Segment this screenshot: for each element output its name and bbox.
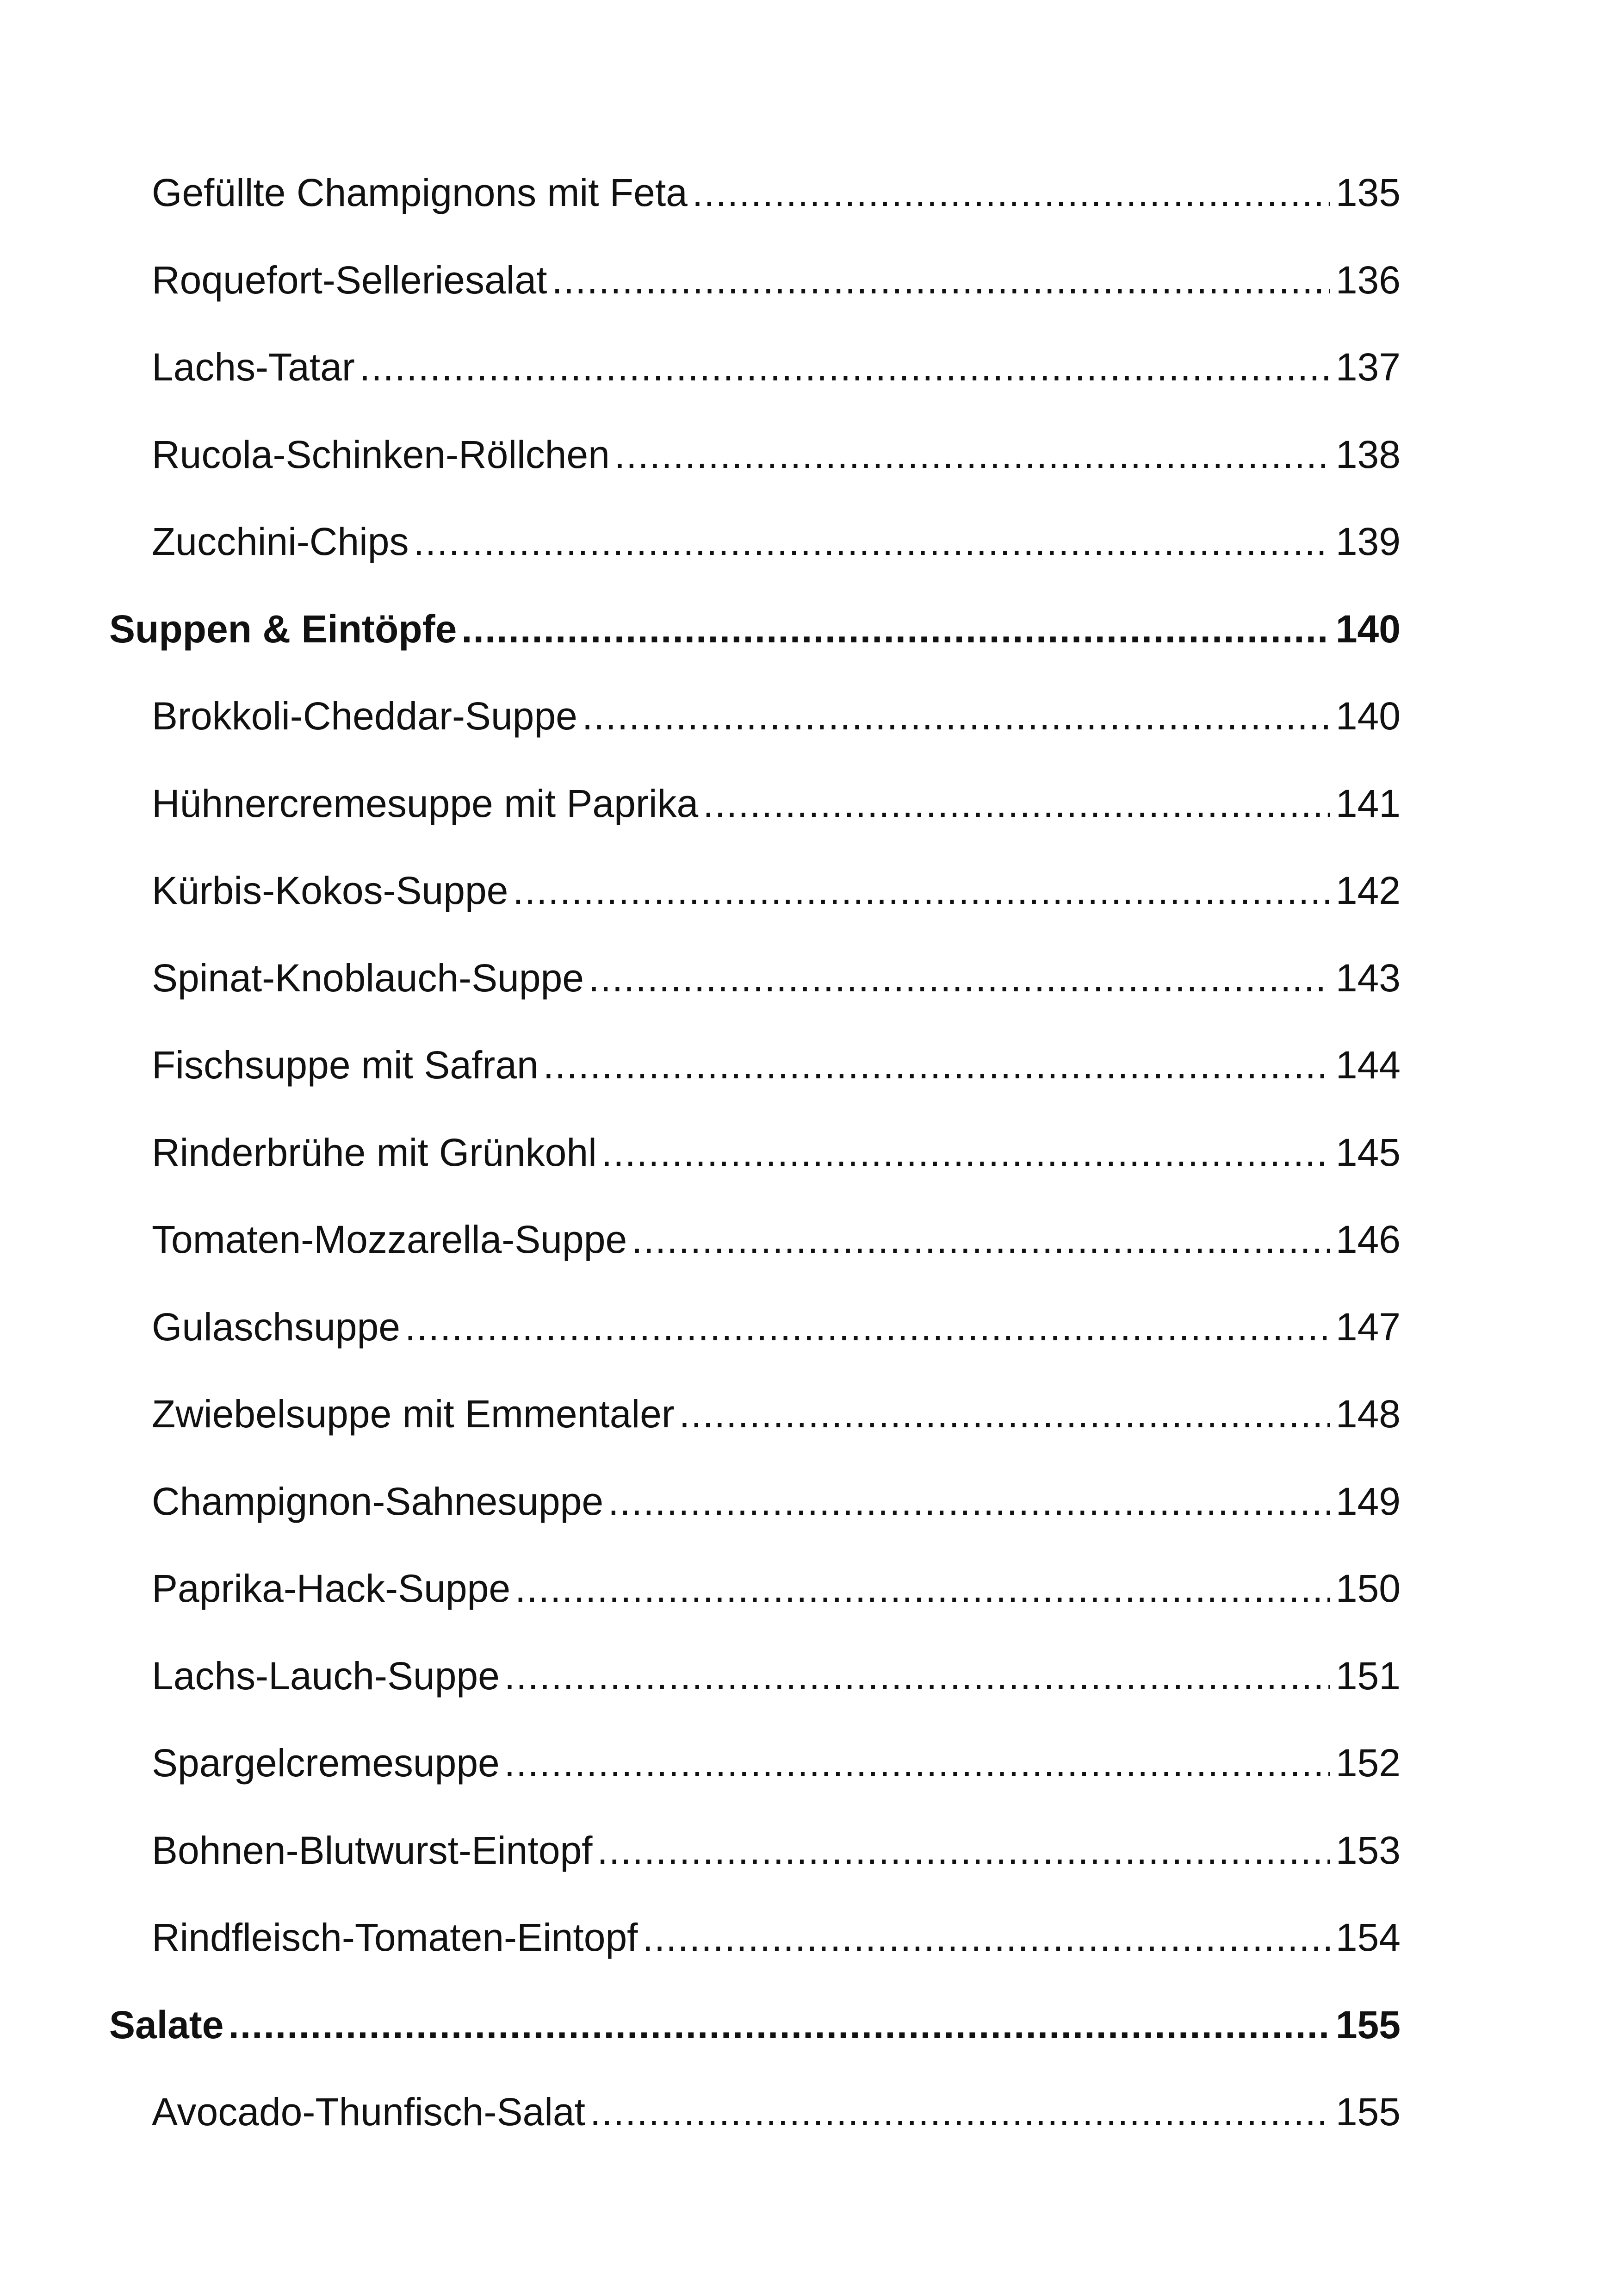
toc-page-number: 137 <box>1330 348 1401 386</box>
toc-page-number: 141 <box>1330 784 1401 823</box>
toc-entry-title: Fischsuppe mit Safran <box>152 1045 543 1084</box>
dot-leader <box>515 1569 1330 1608</box>
dot-leader <box>589 958 1330 997</box>
dot-leader <box>590 2092 1330 2131</box>
toc-page-number: 155 <box>1330 2092 1401 2131</box>
toc-page-number: 154 <box>1330 1918 1401 1957</box>
toc-page-number: 153 <box>1330 1831 1401 1870</box>
toc-entry-title: Gefüllte Champignons mit Feta <box>152 173 692 212</box>
toc-page-number: 136 <box>1330 261 1401 299</box>
toc-page-number: 147 <box>1330 1307 1401 1346</box>
toc-page-number: 139 <box>1330 522 1401 561</box>
toc-entry-title: Lachs-Lauch-Suppe <box>152 1656 504 1695</box>
dot-leader <box>692 173 1330 212</box>
toc-entry-row[interactable] <box>109 1370 1401 1458</box>
toc-entry-row[interactable] <box>109 1458 1401 1545</box>
toc-entry-row[interactable] <box>109 1894 1401 1981</box>
toc-entry-title: Champignon-Sahnesuppe <box>152 1482 608 1521</box>
dot-leader <box>582 697 1330 735</box>
toc-entry-row[interactable] <box>109 1109 1401 1196</box>
toc-page-number: 135 <box>1330 173 1401 212</box>
toc-entry-title: Zwiebelsuppe mit Emmentaler <box>152 1394 679 1433</box>
dot-leader <box>405 1307 1330 1346</box>
dot-leader <box>679 1394 1330 1433</box>
toc-entry-title: Rindfleisch-Tomaten-Eintopf <box>152 1918 643 1957</box>
toc-entry-row[interactable] <box>109 1545 1401 1632</box>
toc-page-number: 145 <box>1330 1133 1401 1172</box>
toc-entry-title: Avocado-Thunfisch-Salat <box>152 2092 590 2131</box>
toc-entry-row[interactable] <box>109 1719 1401 1807</box>
dot-leader <box>414 522 1330 561</box>
toc-page-number: 143 <box>1330 958 1401 997</box>
toc-entry-title: Gulaschsuppe <box>152 1307 405 1346</box>
toc-page-number: 140 <box>1330 610 1401 648</box>
toc-entry-title: Lachs-Tatar <box>152 348 360 386</box>
toc-entry-row[interactable] <box>109 934 1401 1022</box>
toc-page-number: 140 <box>1330 697 1401 735</box>
toc-entry-row[interactable] <box>109 847 1401 934</box>
toc-entry-title: Paprika-Hack-Suppe <box>152 1569 515 1608</box>
toc-entry-row[interactable] <box>109 1807 1401 1894</box>
toc-entry-title: Zucchini-Chips <box>152 522 414 561</box>
toc-entry-row[interactable] <box>109 1021 1401 1109</box>
toc-chapter-title: Salate <box>109 2005 229 2044</box>
toc-entry-row[interactable] <box>109 236 1401 324</box>
toc-page-number: 148 <box>1330 1394 1401 1433</box>
toc-page-number: 150 <box>1330 1569 1401 1608</box>
dot-leader <box>608 1482 1330 1521</box>
toc-chapter-row[interactable] <box>109 1981 1401 2069</box>
toc-page-number: 151 <box>1330 1656 1401 1695</box>
toc-entry-row[interactable] <box>109 760 1401 847</box>
dot-leader <box>504 1656 1330 1695</box>
toc-entry-row[interactable] <box>109 2068 1401 2156</box>
toc-chapter-row[interactable] <box>109 585 1401 673</box>
toc-page-number: 155 <box>1330 2005 1401 2044</box>
toc-page-number: 138 <box>1330 435 1401 474</box>
dot-leader <box>504 1743 1330 1782</box>
toc-chapter-title: Suppen & Eintöpfe <box>109 610 461 648</box>
toc-page-number: 149 <box>1330 1482 1401 1521</box>
toc-entry-title: Kürbis-Kokos-Suppe <box>152 871 513 910</box>
dot-leader <box>632 1220 1330 1259</box>
dot-leader <box>614 435 1330 474</box>
toc-entry-row[interactable] <box>109 411 1401 498</box>
toc-page-number: 152 <box>1330 1743 1401 1782</box>
toc-entry-title: Brokkoli-Cheddar-Suppe <box>152 697 582 735</box>
toc-page-number: 142 <box>1330 871 1401 910</box>
dot-leader <box>229 2005 1330 2044</box>
dot-leader <box>703 784 1330 823</box>
toc-entry-title: Bohnen-Blutwurst-Eintopf <box>152 1831 597 1870</box>
toc-entry-title: Roquefort-Selleriesalat <box>152 261 552 299</box>
dot-leader <box>643 1918 1330 1957</box>
dot-leader <box>360 348 1330 386</box>
dot-leader <box>461 610 1330 648</box>
dot-leader <box>601 1133 1330 1172</box>
toc-entry-row[interactable] <box>109 149 1401 236</box>
toc-entry-title: Spargelcremesuppe <box>152 1743 504 1782</box>
toc-entry-row[interactable] <box>109 672 1401 760</box>
toc-entry-title: Tomaten-Mozzarella-Suppe <box>152 1220 632 1259</box>
toc-page-number: 146 <box>1330 1220 1401 1259</box>
dot-leader <box>597 1831 1330 1870</box>
toc-entry-row[interactable] <box>109 1196 1401 1283</box>
toc-entry-row[interactable] <box>109 1632 1401 1720</box>
toc-entry-row[interactable] <box>109 498 1401 585</box>
table-of-contents <box>109 149 1401 2156</box>
dot-leader <box>513 871 1330 910</box>
toc-entry-title: Rucola-Schinken-Röllchen <box>152 435 614 474</box>
toc-entry-row[interactable] <box>109 1283 1401 1371</box>
toc-entry-row[interactable] <box>109 324 1401 411</box>
toc-entry-title: Rinderbrühe mit Grünkohl <box>152 1133 601 1172</box>
toc-entry-title: Hühnercremesuppe mit Paprika <box>152 784 703 823</box>
dot-leader <box>543 1045 1330 1084</box>
toc-entry-title: Spinat-Knoblauch-Suppe <box>152 958 589 997</box>
toc-page-number: 144 <box>1330 1045 1401 1084</box>
dot-leader <box>552 261 1330 299</box>
